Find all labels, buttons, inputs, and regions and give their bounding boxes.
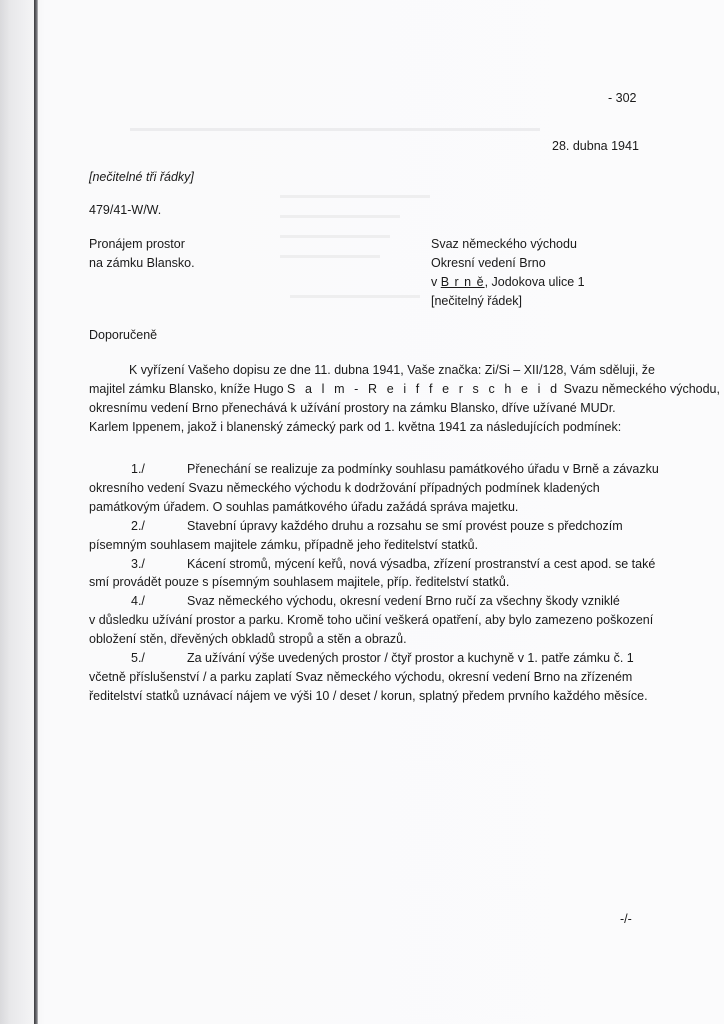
recipient-city: B r n ě: [440, 275, 485, 289]
intro-paragraph: [89, 361, 720, 437]
recipient-line-2: Okresní vedení Brno: [431, 256, 546, 270]
condition-4-line-3: obložení stěn, dřevěných obkladů stropů a stěn a obrazů.: [89, 632, 407, 647]
condition-1-line-2: okresního vedení Svazu německého východu k dodržování případných podmínek kladených: [89, 480, 600, 495]
illegible-note: [nečitelné tři řádky]: [89, 170, 194, 184]
continuation-mark: -/-: [620, 912, 632, 926]
delivery-note: Doporučeně: [89, 328, 158, 342]
recipient-line-4: [nečitelný řádek]: [431, 294, 523, 308]
conditions-list: [89, 460, 659, 706]
condition-text: Stavební úpravy každého druhu a rozsahu se smí provést pouze s předchozím: [187, 518, 623, 533]
intro-line-2-end: Svazu německého východu,: [560, 381, 720, 396]
condition-3-first-line: [89, 555, 656, 574]
intro-line-1: K vyřízení Vašeho dopisu ze dne 11. dubna 1941, Vaše značka: Zi/Si – XII/128, Vám sděluji, že: [129, 363, 656, 377]
subject-line-1: Pronájem prostor: [89, 237, 185, 251]
intro-line-3: okresnímu vedení Brno přenechává k užívání prostory na zámku Blansko, dříve užívané MUDr.: [89, 400, 616, 415]
recipient-line-3: [431, 275, 585, 289]
condition-number: 5./: [131, 651, 145, 666]
condition-text: Kácení stromů, mýcení keřů, nová výsadba, zřízení prostranství a cest apod. se také: [187, 556, 656, 571]
intro-line-2: [89, 380, 720, 399]
condition-2-line-2: písemným souhlasem majitele zámku, případně jeho ředitelství statků.: [89, 537, 479, 552]
owner-surname: S a l m - R e i f f e r s c h e i d: [287, 381, 561, 396]
recipient-prefix: v: [431, 275, 441, 289]
subject-line-2: na zámku Blansko.: [89, 256, 195, 270]
condition-1-first-line: [89, 460, 659, 479]
intro-line-4: Karlem Ippenem, jakož i blanenský zámecký park od 1. května 1941 za následujících podmínek:: [89, 419, 622, 434]
condition-number: 3./: [131, 556, 145, 571]
condition-number: 4./: [131, 594, 145, 609]
condition-5-first-line: [89, 649, 649, 668]
recipient-street: , Jodokova ulice 1: [484, 275, 585, 289]
condition-5-line-2: včetně příslušenství / a parku zaplatí Svaz německého východu, okresní vedení Brno na zřízeném: [89, 669, 633, 684]
condition-3-line-2: smí provádět pouze s písemným souhlasem majitele, příp. ředitelství statků.: [89, 575, 510, 590]
recipient-line-1: Svaz německého východu: [431, 237, 577, 251]
condition-number: 1./: [131, 462, 145, 476]
condition-4-first-line: [89, 592, 649, 611]
condition-text: Přenechání se realizuje za podmínky souhlasu památkového úřadu v Brně a závazku: [187, 462, 659, 476]
condition-text: Svaz německého východu, okresní vedení Brno ručí za všechny škody vzniklé: [187, 594, 620, 609]
page-number: - 302: [608, 91, 637, 105]
condition-5-line-3: ředitelství statků uznávací nájem ve výši 10 / deset / korun, splatný předem prvního každého měsíce.: [89, 688, 648, 703]
condition-number: 2./: [131, 518, 145, 533]
condition-2-first-line: [89, 517, 649, 536]
intro-line-2-start: majitel zámku Blansko, kníže Hugo: [89, 381, 288, 396]
condition-text: Za užívání výše uvedených prostor / čtyř prostor a kuchyně v 1. patře zámku č. 1: [187, 651, 634, 666]
reference-number: 479/41-W/W.: [89, 203, 162, 217]
letter-date: 28. dubna 1941: [552, 139, 639, 153]
condition-4-line-2: v důsledku užívání prostor a parku. Kromě toho učiní veškerá opatření, aby bylo zamezeno poškození: [89, 613, 654, 628]
condition-1-line-3: památkovým úřadem. O souhlas památkového úřadu zažádá správa majetku.: [89, 499, 519, 514]
